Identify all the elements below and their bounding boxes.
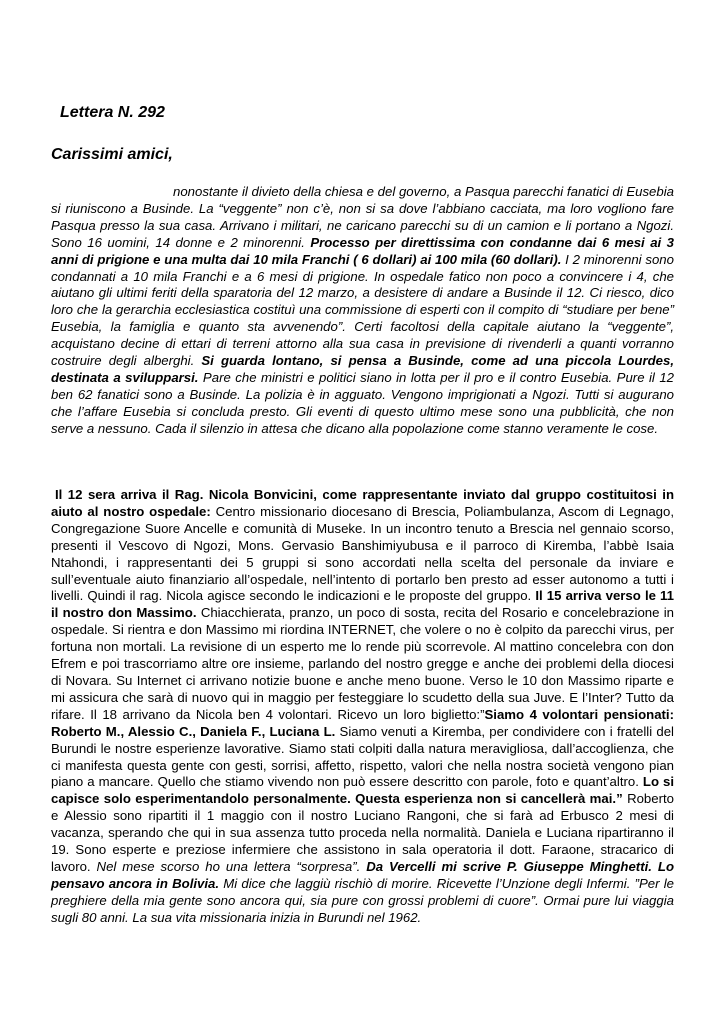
- p1-bold-trial: Processo per direttissima con condanne dai 6 mesi ai 3 anni di prigione e una multa dai 10 mila Franchi ( 6 dollari) ai 100 mila (60 dollari).: [51, 234, 674, 267]
- p1-bold-lourdes: Si guarda lontano, si pensa a Businde, come ad una piccola Lourdes, destinata a svilupparsi.: [51, 353, 674, 385]
- p2-text-1: Centro missionario diocesano di Brescia, Poliambulanza, Ascom di Legnago, Congregazione Suore Ancelle e comunità di Museke. In un incontro tenuto a Brescia nel gennaio scorso, presenti il Vescovo di Ngozi, Mons. Gervasio Banshimiyubusa e il parroco di Kiremba, l’abbè Isaia Ntahondi, i rappresentanti dei 5 gruppi si sono accordati nella scelta del personale da inviare e sull’eventuale aiuto finanziario all’ospedale, nell’intento di portarlo ben presto ad esser autonomo a tutti i livelli. Quindi il rag. Nicola agisce secondo le indicazioni e le proposte del gruppo.: [51, 503, 674, 604]
- p1-text-2: I 2 minorenni sono condannati a 10 mila Franchi e a 6 mesi di prigione. In ospedale fatico non poco a convincere i 4, che aiutano gli ultimi feriti della sparatoria del 12 marzo, a desistere di andare a Businde il 12. Ci riesco, dico loro che la gerarchia ecclesiastica costituì una commissione di esperti con il compito di “studiare per bene” Eusebia, la famiglia e quanto sta avvenendo”. Certi facoltosi della capitale aiutano la “veggente”, acquistano decine di ettari di terreni attorno alla sua casa in previsione di rivenderli a quanti vorranno costruire degli alberghi.: [51, 251, 674, 369]
- p1-text-1: nonostante il divieto della chiesa e del governo, a Pasqua parecchi fanatici di Eusebia si riuniscono a Businde. La “veggente” non c’è, non si sa dove l’abbiano cacciata, ma loro vogliono fare Pasqua presso la sua casa. Arrivano i militari, ne caricano parecchi su di un camion e li portano a Ngozi. Sono 16 uomini, 14 donne e 2 minorenni.: [51, 184, 674, 250]
- letter-title: Lettera N. 292: [60, 104, 165, 121]
- paragraph-visitors: [51, 487, 674, 927]
- p2-text-2: Chiacchierata, pranzo, un poco di sosta, recita del Rosario e concelebrazione in ospedale. Si rientra e don Massimo mi riordina INTERNET, che volere o no è colpito da parecchi virus, per fortuna non mortali. La revisione di un esperto me lo rende più scorrevole. Al mattino concelebra con don Efrem e poi trascorriamo altre ore insieme, parlando del nostro gregge e anche dei problemi della diocesi di Novara. Su Internet ci arrivano notizie buone e anche meno buone. Verso le 10 don Massimo riparte e mi assicura che sarà di nuovo qui in maggio per festeggiare lo scudetto della sua Juve. E l’Inter? Tutto da rifare. Il 18 arrivano da Nicola ben 4 volontari. Ricevo un loro biglietto:”: [51, 605, 675, 722]
- p2-text-3: Siamo venuti a Kiremba, per condividere con i fratelli del Burundi le nostre esperienze lavorative. Siamo stati colpiti dalla natura meravigliosa, dall’accoglienza, che ci manifesta questa gente con gesti, sorrisi, affetto, rispetto, valori che nella nostra società vengono pian piano a mancare. Quello che stiamo vivendo non può essere descritto con parole, foto e quant’altro.: [51, 723, 674, 790]
- p2-bold-volunteers: Siamo 4 volontari pensionati: Roberto M., Alessio C., Daniela F., Luciana L.: [51, 706, 674, 739]
- p2-italic-text: Mi dice che laggiù rischiò di morire. Ricevette l’Unzione degli Infermi. ”Per le preghiere della mia gente sono ancora qui, sia pure con grossi problemi di cuore”. Ormai pure lui viaggia sugli 80 anni. La sua vita missionaria inizia in Burundi nel 1962.: [51, 875, 674, 925]
- p2-italic-letter: Nel mese scorso ho una lettera “sorpresa”.: [96, 858, 367, 874]
- p2-bold-massimo: Il 15 arriva verso le 11 il nostro don Massimo.: [51, 588, 674, 621]
- salutation: Carissimi amici,: [51, 146, 173, 163]
- paragraph-easter-businde: [51, 184, 674, 438]
- p1-text-3: Pare che ministri e politici siano in lotta per il pro e il contro Eusebia. Pure il 12 ben 62 fanatici sono a Businde. La polizia è in agguato. Vengono imprigionati a Ngozi. Tutti si augurano che l’affare Eusebia si concluda presto. Gli eventi di questo ultimo mese sono una pubblicità, che non serve a nessuno. Cada il silenzio in attesa che dicano alla popolazione come stanno veramente le cose.: [51, 369, 674, 436]
- p2-bold-experience: Lo si capisce solo esperimentandolo personalmente. Questa esperienza non si cancellerà mai.”: [51, 774, 675, 807]
- p2-text-4: Roberto e Alessio sono ripartiti il 1 maggio con il nostro Luciano Rangoni, che si farà ad Erbusco 2 mesi di vacanza, sperando che qui in sua assenza tutto proceda nella normalità. Daniela e Luciana ripartiranno il 19. Sono esperte e preziose infermiere che assistono in sala operatoria il dott. Faraone, stracarico di lavoro.: [51, 791, 674, 874]
- p2-bold-arrival: Il 12 sera arriva il Rag. Nicola Bonvicini, come rappresentante inviato dal gruppo costituitosi in aiuto al nostro ospedale:: [51, 487, 674, 519]
- p2-bold-vercelli: Da Vercelli mi scrive P. Giuseppe Minghetti. Lo pensavo ancora in Bolivia.: [51, 858, 674, 891]
